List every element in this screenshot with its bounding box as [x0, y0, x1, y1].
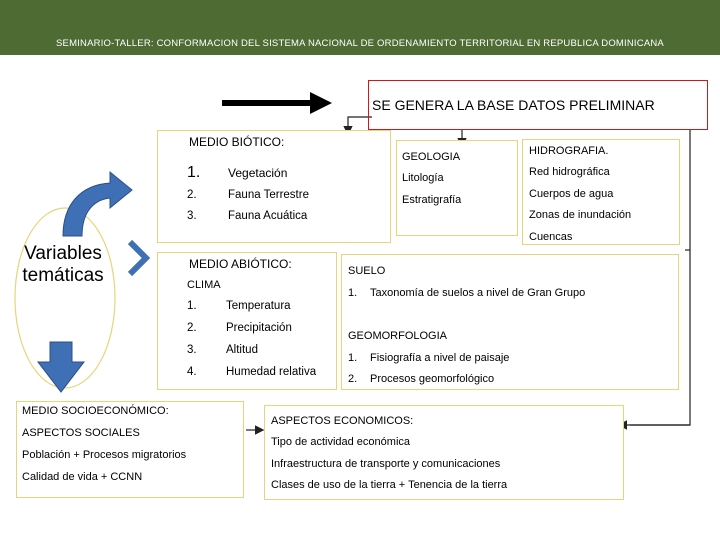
geologia-item-2: Estratigrafía	[402, 194, 462, 206]
biotico-item-3: Fauna Acuática	[228, 210, 308, 222]
suelo-num-1: 1.	[348, 287, 358, 299]
variables-label-line-1: Variables	[24, 243, 102, 264]
down-arrow-icon	[38, 342, 84, 392]
biotico-item-2: Fauna Terrestre	[228, 189, 309, 201]
socioeconomico-item-1: Población + Procesos migratorios	[22, 449, 187, 461]
suelo-box	[341, 254, 679, 390]
socioeconomico-title: MEDIO SOCIOECONÓMICO:	[22, 405, 169, 417]
economicos-item-2: Infraestructura de transporte y comunicaciones	[271, 458, 501, 470]
economicos-item-1: Tipo de actividad económica	[271, 436, 411, 448]
clima-num-3: 3.	[187, 344, 197, 356]
clima-item-4: Humedad relativa	[226, 366, 317, 378]
geomorfologia-title: GEOMORFOLOGIA	[348, 330, 448, 342]
big-right-arrow-icon	[222, 92, 332, 114]
geomorfologia-num-1: 1.	[348, 352, 358, 364]
clima-item-1: Temperatura	[226, 300, 291, 312]
socioeconomico-item-2: Calidad de vida + CCNN	[22, 471, 143, 483]
hidrografia-item-4: Cuencas	[529, 231, 573, 243]
hidrografia-item-2: Cuerpos de agua	[529, 188, 614, 200]
socioeconomico-subtitle: ASPECTOS SOCIALES	[22, 427, 140, 439]
header-title: SEMINARIO-TALLER: CONFORMACION DEL SISTEMA NACIONAL DE ORDENAMIENTO TERRITORIAL EN REPUBLICA DOMINICANA	[56, 38, 664, 49]
hidrografia-item-1: Red hidrográfica	[529, 166, 610, 178]
abiotico-title: MEDIO ABIÓTICO:	[189, 257, 292, 271]
economicos-item-3: Clases de uso de la tierra + Tenencia de la tierra	[271, 479, 508, 491]
clima-item-2: Precipitación	[226, 322, 292, 334]
geomorfologia-item-1: Fisiografía a nivel de paisaje	[370, 352, 510, 364]
hidrografia-item-3: Zonas de inundación	[529, 209, 632, 221]
biotico-num-3: 3.	[187, 210, 197, 222]
database-label: SE GENERA LA BASE DATOS PRELIMINAR	[372, 97, 655, 113]
biotico-title: MEDIO BIÓTICO:	[189, 135, 285, 149]
chevron-right-icon	[130, 242, 146, 274]
geomorfologia-item-2: Procesos geomorfológico	[370, 373, 495, 385]
economicos-title: ASPECTOS ECONOMICOS:	[271, 415, 414, 427]
biotico-num-1: 1.	[187, 164, 201, 181]
suelo-item-1: Taxonomía de suelos a nivel de Gran Grupo	[370, 287, 586, 299]
biotico-item-1: Vegetación	[228, 166, 288, 180]
clima-item-3: Altitud	[226, 344, 258, 356]
geologia-title: GEOLOGIA	[402, 151, 461, 163]
geomorfologia-num-2: 2.	[348, 373, 358, 385]
clima-num-4: 4.	[187, 366, 197, 378]
clima-title: CLIMA	[187, 279, 221, 291]
variables-label	[8, 243, 118, 287]
biotico-num-2: 2.	[187, 189, 197, 201]
hidrografia-title: HIDROGRAFIA.	[529, 145, 609, 157]
curved-up-arrow-icon	[63, 172, 132, 236]
variables-label-line-2: temáticas	[22, 265, 104, 286]
clima-num-1: 1.	[187, 300, 197, 312]
suelo-title: SUELO	[348, 265, 386, 277]
clima-num-2: 2.	[187, 322, 197, 334]
geologia-item-1: Litología	[402, 172, 444, 184]
